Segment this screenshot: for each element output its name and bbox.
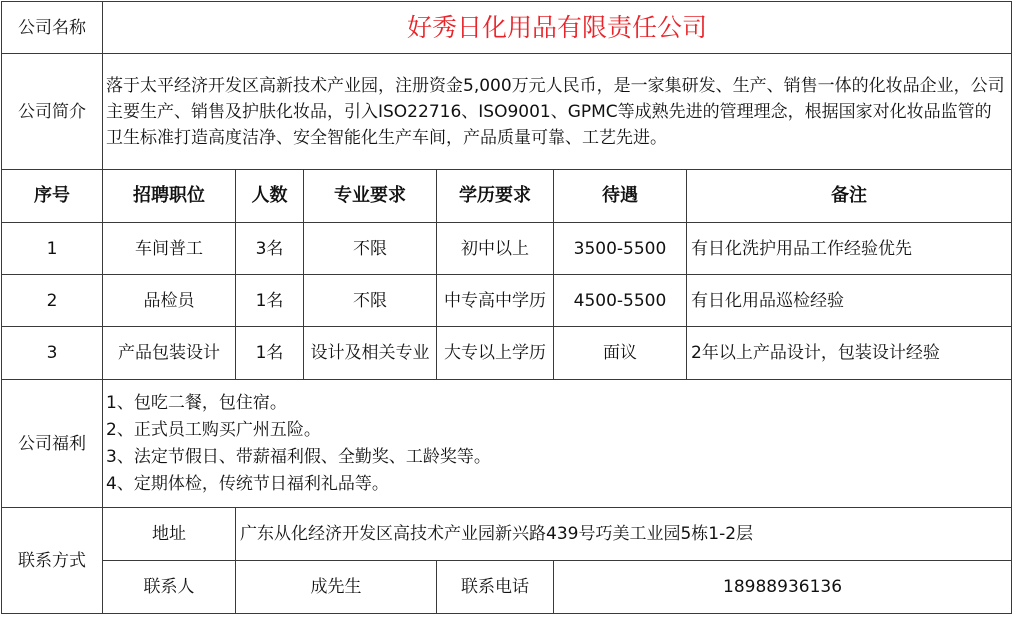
jobs-header-row [2, 170, 1012, 223]
header-notes: 备注 [687, 170, 1012, 223]
table-row [2, 223, 1012, 275]
contact-person-label: 联系人 [103, 561, 236, 614]
job-count: 3名 [236, 223, 304, 275]
company-intro-label: 公司简介 [2, 54, 103, 170]
job-salary: 面议 [554, 327, 687, 380]
company-name-label: 公司名称 [2, 2, 103, 54]
job-major: 不限 [304, 275, 437, 327]
phone-value: 18988936136 [554, 561, 1012, 614]
job-salary: 3500-5500 [554, 223, 687, 275]
company-name: 好秀日化用品有限责任公司 [103, 2, 1012, 54]
job-education: 中专高中学历 [437, 275, 554, 327]
company-name-row [2, 2, 1012, 54]
job-notes: 2年以上产品设计，包装设计经验 [687, 327, 1012, 380]
contact-address-row [2, 508, 1012, 561]
contact-person-row [2, 561, 1012, 614]
job-notes: 有日化用品巡检经验 [687, 275, 1012, 327]
header-count: 人数 [236, 170, 304, 223]
header-education: 学历要求 [437, 170, 554, 223]
header-position: 招聘职位 [103, 170, 236, 223]
phone-label: 联系电话 [437, 561, 554, 614]
job-seq: 1 [2, 223, 103, 275]
job-position: 产品包装设计 [103, 327, 236, 380]
benefits-row [2, 380, 1012, 508]
header-seq: 序号 [2, 170, 103, 223]
job-count: 1名 [236, 275, 304, 327]
benefit-item: 2、正式员工购买广州五险。 [106, 419, 321, 440]
company-intro-row [2, 54, 1012, 170]
job-position: 品检员 [103, 275, 236, 327]
company-intro-text: 落于太平经济开发区高新技术产业园，注册资金5,000万元人民币，是一家集研发、生产、销售一体的化妆品企业，公司主要生产、销售及护肤化妆品，引入ISO22716、ISO9001、GPMC等成熟先进的管理理念，根据国家对化妆品监管的卫生标准打造高度洁净、安全智能化生产车间，产品质量可靠、工艺先进。 [103, 54, 1012, 170]
job-seq: 2 [2, 275, 103, 327]
benefit-item: 3、法定节假日、带薪福利假、全勤奖、工龄奖等。 [106, 446, 491, 467]
recruitment-table [1, 1, 1012, 614]
job-notes: 有日化洗护用品工作经验优先 [687, 223, 1012, 275]
job-education: 大专以上学历 [437, 327, 554, 380]
header-major: 专业要求 [304, 170, 437, 223]
address-value: 广东从化经济开发区高技术产业园新兴路439号巧美工业园5栋1-2层 [236, 508, 1012, 561]
job-education: 初中以上 [437, 223, 554, 275]
contact-label: 联系方式 [2, 508, 103, 614]
table-row [2, 327, 1012, 380]
table-row [2, 275, 1012, 327]
benefit-item: 1、包吃二餐，包住宿。 [106, 392, 287, 413]
job-seq: 3 [2, 327, 103, 380]
job-salary: 4500-5500 [554, 275, 687, 327]
job-position: 车间普工 [103, 223, 236, 275]
job-count: 1名 [236, 327, 304, 380]
job-major: 不限 [304, 223, 437, 275]
benefits-list [103, 380, 1012, 508]
address-label: 地址 [103, 508, 236, 561]
contact-person-value: 成先生 [236, 561, 437, 614]
header-salary: 待遇 [554, 170, 687, 223]
job-major: 设计及相关专业 [304, 327, 437, 380]
benefits-label: 公司福利 [2, 380, 103, 508]
benefit-item: 4、定期体检，传统节日福利礼品等。 [106, 473, 389, 494]
